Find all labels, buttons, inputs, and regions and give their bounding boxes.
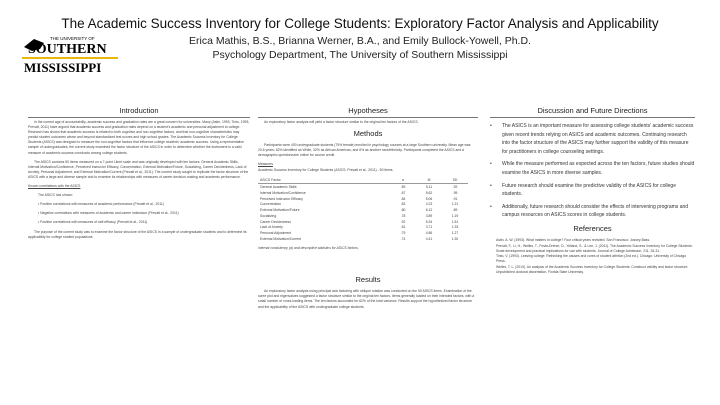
factor-table <box>258 178 468 243</box>
known-correlations-heading: Known correlations with the ASICS <box>28 184 81 189</box>
introduction-paragraph-3: The purpose of the current study was to examine the factor structure of the ASICS in a sample of undergraduate students and to determine its applicability for college student populations. <box>28 229 247 239</box>
discussion-item: • While the measure performed as expected across the ten factors, future studies should examine the ASICS in more diverse samples. <box>490 161 695 176</box>
discussion-item: • Future research should examine the predictive validity of the ASICS for college students. <box>490 182 676 198</box>
table-row: Lack of Anxiety .81 3.71 1.33 <box>260 225 459 230</box>
university-logo <box>20 33 120 75</box>
discussion-item: • The ASICS is an important measure for assessing college students' academic success given recent trends relying on ASICS and academic outcomes. Continuing research into the factor structure of the ASICS may further support the validity of this measure for practitioners in college counseling settings. <box>490 123 694 155</box>
introduction-section <box>28 106 250 244</box>
poster-authors <box>20 34 700 62</box>
results-text: An exploratory factor analysis using principal axis factoring with oblique rotation was conducted on the 50 ASICS items. Examination of the scree plot and eigenvalues suggested a factor structure similar to the original ten factors. Items generally loaded on their intended factors, with a small number of cross-loading items. The ten factors accounted for 62% of the total variance. Results support the hypothesized factor structure and the applicability of the ASICS with undergraduate college students. <box>258 289 475 309</box>
poster-title: The Academic Success Inventory for College Students: Exploratory Factor Analysis and Applicability <box>61 16 659 31</box>
known-correlation-bullet: • Positive correlations with measures of academic performance (Prevatt et al., 2011) <box>38 202 164 207</box>
table-row: External Motivation/Current .74 4.41 1.30 <box>260 236 459 241</box>
discussion-list <box>490 122 695 220</box>
logo-line2: SOUTHERN <box>28 42 107 57</box>
table-header: ASICS Factor <box>258 178 390 184</box>
discussion-item: • Additionally, future research should consider the effects of intervening programs and campus resources on ASICS scores in college students. <box>490 203 689 219</box>
affiliation: Psychology Department, The University of Southern Mississippi <box>212 49 508 61</box>
introduction-paragraph-2: The ASICS contains 50 items measured on a 7-point Likert scale and was originally developed with ten factors: General Academic Skills, Internal Motivation/Confidence, Perceived Instructor Efficacy, Concentration, External Motivation/Future, Socializing, Career Decidedness, Lack of Anxiety, Personal Adjustment, and External Motivation/Current (Prevatt et al., 2011). The current study sought to replicate the factor structure of the ASICS with a large and diverse sample and to examine its relationships with measures of career decision-making and academic performance. <box>28 159 249 179</box>
hypotheses-heading: Hypotheses <box>348 106 388 115</box>
eagle-logo-icon <box>20 33 120 75</box>
table-row: Career Decidedness .92 5.34 1.51 <box>260 219 459 224</box>
table-header: α <box>390 178 416 184</box>
table-header: SD <box>442 178 468 184</box>
table-row: Concentration .83 4.23 1.21 <box>260 202 459 207</box>
discussion-heading: Discussion and Future Directions <box>537 106 648 115</box>
table-row: Socializing .78 3.89 1.19 <box>260 213 459 218</box>
table-row: Perceived Instructor Efficacy .84 5.06 .91 <box>260 196 458 201</box>
known-correlations-intro: The ASICS has shown: <box>38 193 73 198</box>
reference-item: Astin, A. W. (1993). What matters in college? Four critical years revisited. San Francisco: Jossey-Bass. <box>496 237 651 242</box>
author-names: Erica Mathis, B.S., Brianna Werner, B.A., and Emily Bullock-Yowell, Ph.D. <box>189 35 531 47</box>
references-heading: References <box>573 223 612 233</box>
introduction-paragraph-1: In the current age of accountability, academic success and graduation rates are a great concern for universities. Many (Astin, 1993; Tinto, 1993; Prevatt, 2011) have argued that academic success and graduation rates depend on a student's academic and personal adjustment to college. Research has shown that academic success is related to both cognitive and non-cognitive factors, and that non-cognitive characteristics may predict student outcomes above and beyond standardized test scores and high school grades. The Academic Success Inventory for College Students (ASICS) was designed to measure the non-cognitive factors that influence college students' academic success. Using a representative sample of undergraduates, the current study examined the factor structure of the ASICS in order to determine whether the instrument is a valid measure of academic success constructs among college students. <box>28 120 250 155</box>
measures-label: Measures <box>258 162 273 167</box>
middle-column <box>258 106 478 314</box>
table-row: General Academic Skills .89 5.11 .92 <box>260 184 458 189</box>
reference-item: Prevatt, F., Li, H., Welles, T., Festa-Dreher, D., Yelland, S., & Lee, J. (2011). The Academic Success Inventory for College Students: Scale development and practical implications for use with students. Journal of College Admission, 211, 26-31. <box>496 243 693 253</box>
results-heading: Results <box>355 275 381 285</box>
methods-text: Participants were 400 undergraduate students (75% female) enrolled in psychology courses at a large Southern university. Mean age was 20.6 years; 62% identified as White, 32% as African American, and 6% as another race/ethnicity. Participants completed the ASICS and a demographic questionnaire online for course credit. <box>258 143 471 158</box>
references-list <box>490 238 695 275</box>
introduction-heading: Introduction <box>119 106 159 115</box>
table-header: M <box>416 178 442 184</box>
measures-text: Academic Success Inventory for College Students (ASICS; Prevatt et al., 2011) - 50 items. <box>258 168 394 173</box>
table-note: Internal consistency (α) and descriptive statistics for ASICS factors. <box>258 246 359 251</box>
logo-line1: THE UNIVERSITY OF <box>50 36 95 41</box>
table-row: External Motivation/Future .80 6.12 .89 <box>260 208 458 213</box>
known-correlation-bullet: • Positive correlations with measures of self-efficacy (Prevatt et al., 2011) <box>38 220 148 225</box>
methods-heading: Methods <box>353 129 383 139</box>
reference-item: Welles, T. L. (2010). An analysis of the Academic Success Inventory for College Students: Construct validity and factor structure. Unpublished doctoral dissertation, Florida State University. <box>496 264 689 274</box>
table-row: Personal Adjustment .79 4.86 1.27 <box>260 231 459 236</box>
table-row: Internal Motivation/Confidence .87 5.62 .95 <box>260 190 458 195</box>
reference-item: Tinto, V. (1993). Leaving college: Rethinking the causes and cures of student attrition (2nd ed.). Chicago: University of Chicago Press. <box>496 254 687 264</box>
known-correlation-bullet: • Negative correlations with measures of academic and career indecision (Prevatt et al., 2011) <box>38 211 179 216</box>
logo-line3: MISSISSIPPI <box>24 60 102 75</box>
right-column <box>490 106 695 276</box>
hypotheses-text: An exploratory factor analysis will yield a factor structure similar to the original ten factors of the ASICS. <box>264 120 419 124</box>
